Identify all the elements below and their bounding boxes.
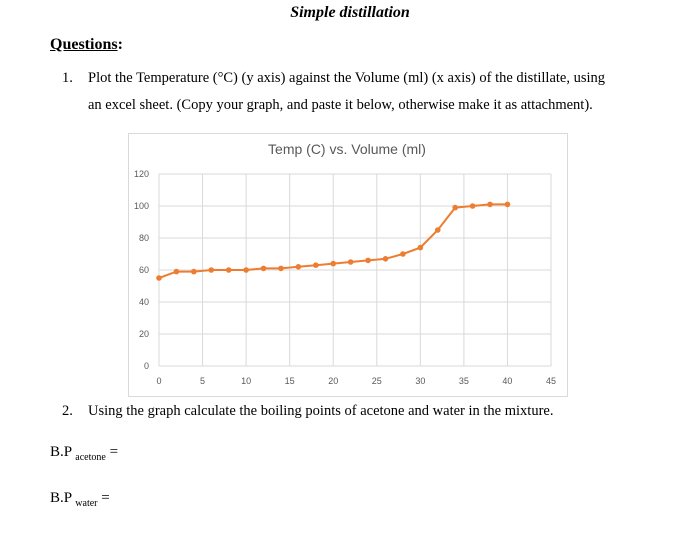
chart-title: Temp (C) vs. Volume (ml): [268, 141, 426, 157]
bp-water: B.P $_{water}$ =: [50, 490, 110, 509]
x-tick-label: 15: [284, 376, 295, 386]
y-tick-label: 20: [138, 329, 149, 339]
data-point: [452, 205, 458, 211]
data-point: [156, 275, 162, 281]
x-tick-label: 0: [156, 376, 162, 386]
data-point: [435, 227, 441, 233]
data-point: [226, 267, 232, 273]
data-point: [261, 266, 267, 272]
data-point: [418, 245, 424, 251]
y-tick-label: 100: [133, 201, 149, 211]
y-tick-label: 120: [133, 169, 149, 179]
x-tick-label: 35: [458, 376, 469, 386]
x-tick-label: 5: [200, 376, 206, 386]
data-point: [330, 261, 336, 267]
data-point: [313, 262, 319, 268]
y-tick-label: 0: [143, 361, 149, 371]
data-point: [296, 264, 302, 270]
x-tick-label: 10: [241, 376, 252, 386]
data-point: [348, 259, 354, 265]
y-tick-label: 40: [138, 297, 149, 307]
y-tick-label: 80: [138, 233, 149, 243]
questions-heading: Questions:: [50, 36, 123, 53]
x-tick-label: 40: [502, 376, 513, 386]
data-point: [487, 202, 493, 208]
x-tick-label: 25: [371, 376, 382, 386]
data-point: [470, 203, 476, 209]
x-tick-label: 20: [328, 376, 339, 386]
q1-line2: an excel sheet. (Copy your graph, and paste it below, otherwise make it as attachment).: [88, 97, 593, 113]
x-tick-label: 45: [545, 376, 557, 386]
q2-text: Using the graph calculate the boiling points of acetone and water in the mixture.: [88, 403, 554, 419]
data-point: [208, 267, 214, 273]
data-point: [278, 266, 284, 272]
data-point: [400, 251, 406, 257]
document-title: Simple distillation: [290, 4, 410, 21]
bp-acetone: B.P $_{acetone}$ =: [50, 444, 119, 463]
data-point: [365, 258, 371, 264]
q1-line1: Plot the Temperature (°C) (y axis) against the Volume (ml) (x axis) of the distillate, using: [88, 70, 606, 86]
q1-number: 1.: [62, 70, 73, 86]
data-point: [383, 256, 389, 262]
q2-number: 2.: [62, 403, 73, 419]
data-point: [191, 269, 197, 275]
data-point: [174, 269, 180, 275]
data-point: [243, 267, 249, 273]
x-tick-label: 30: [415, 376, 426, 386]
data-point: [505, 202, 511, 208]
y-tick-label: 60: [138, 265, 149, 275]
